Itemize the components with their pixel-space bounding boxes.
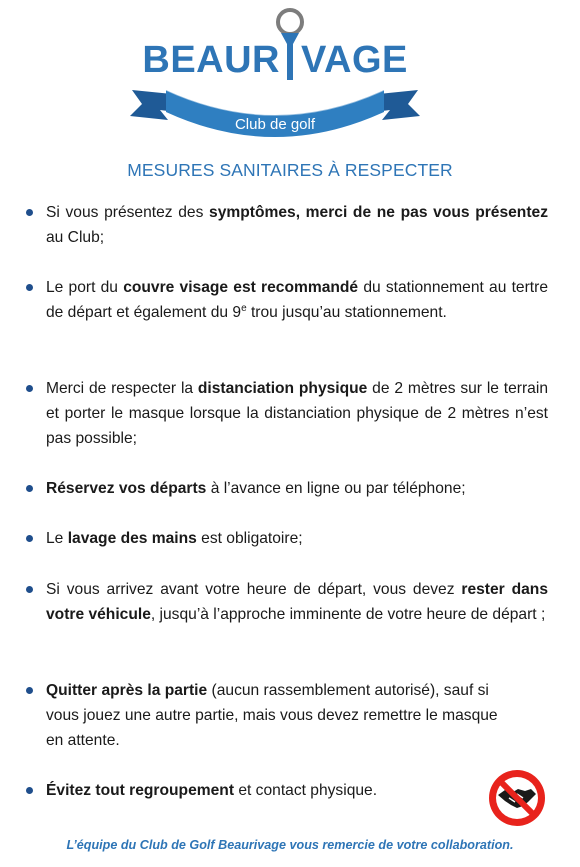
rule-text: du stationnement au tertre de départ et également du 9 <box>46 279 548 321</box>
rule-item <box>46 200 548 250</box>
no-handshake-icon <box>487 768 547 828</box>
rule-text: Si vous arrivez avant votre heure de départ, vous devez <box>46 581 462 598</box>
rule-item <box>46 526 548 551</box>
rule-item <box>46 376 548 451</box>
rule-item <box>46 678 516 753</box>
rule-text: à l’avance en ligne ou par téléphone; <box>206 480 466 497</box>
rule-text: trou jusqu’au stationnement. <box>246 304 447 321</box>
bullet-icon <box>26 385 33 392</box>
golf-ball-tee-icon <box>278 10 302 80</box>
rule-emphasis: distanciation physique <box>197 380 368 397</box>
rule-item <box>46 476 548 501</box>
rule-emphasis: Évitez tout regroupement <box>46 782 235 799</box>
bullet-icon <box>26 586 33 593</box>
bullet-icon <box>26 535 33 542</box>
bullet-icon <box>26 284 33 291</box>
rule-emphasis: symptômes, merci de ne pas vous présentez <box>209 204 548 221</box>
rule-text: Le port du <box>46 279 124 296</box>
rule-item <box>46 778 476 803</box>
rule-text: , jusqu’à l’approche imminente de votre heure de départ ; <box>150 606 546 623</box>
rule-emphasis: lavage des mains <box>67 530 197 547</box>
rule-text: est obligatoire; <box>196 530 303 547</box>
rule-text: (aucun rassemblement autorisé), sauf si vous jouez une autre partie, mais vous devez remettre le masque en attente. <box>46 682 498 749</box>
rule-item <box>46 577 548 627</box>
rule-emphasis: couvre visage est recommandé <box>123 279 359 296</box>
bullet-icon <box>26 787 33 794</box>
rule-emphasis: rester dans votre véhicule <box>46 581 548 623</box>
rule-text: de 2 mètres sur le terrain et porter le masque lorsque la distanciation physique de 2 mètres n’est pas possible; <box>46 380 548 447</box>
rule-text: Le <box>46 530 68 547</box>
bullet-icon <box>26 687 33 694</box>
rule-text: au Club; <box>46 229 105 246</box>
page-title: MESURES SANITAIRES À RESPECTER <box>127 160 453 180</box>
bullet-icon <box>26 209 33 216</box>
rule-emphasis: Réservez vos départs <box>46 480 207 497</box>
club-logo <box>130 4 420 144</box>
ordinal-suffix: e <box>241 302 247 314</box>
rule-item <box>46 275 548 325</box>
rule-emphasis: Quitter après la partie <box>46 682 208 699</box>
rule-text: et contact physique. <box>234 782 378 799</box>
brand-name-left: BEAUR <box>142 39 280 81</box>
brand-tagline: Club de golf <box>234 116 316 133</box>
brand-name-right: VAGE <box>301 39 408 81</box>
rule-text: Merci de respecter la <box>46 380 198 397</box>
rule-text: Si vous présentez des <box>46 204 210 221</box>
bullet-icon <box>26 485 33 492</box>
footer-thanks: L’équipe du Club de Golf Beaurivage vous remercie de votre collaboration. <box>66 838 514 852</box>
